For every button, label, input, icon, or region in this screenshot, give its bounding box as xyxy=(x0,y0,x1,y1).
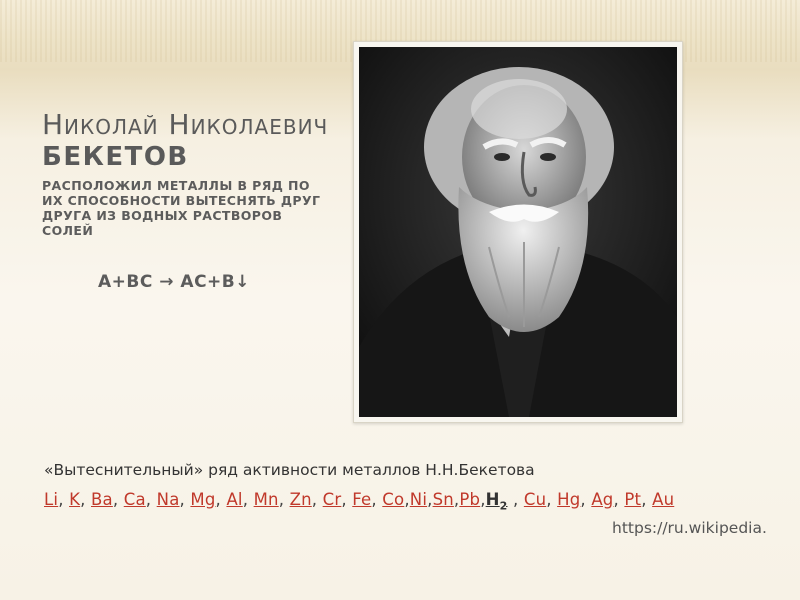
metal-separator: , xyxy=(278,490,290,509)
metal-separator: , xyxy=(371,490,383,509)
source-link[interactable]: https://ru.wikipedia. xyxy=(612,519,767,537)
portrait-photo xyxy=(359,47,677,417)
metal-separator: , xyxy=(613,490,625,509)
metal-link-sn[interactable]: Sn xyxy=(432,490,454,509)
metal-link-ca[interactable]: Ca xyxy=(123,490,146,509)
metal-link-mg[interactable]: Mg xyxy=(190,490,216,509)
metal-separator: , xyxy=(546,490,558,509)
title-block xyxy=(42,108,342,238)
metal-link-cr[interactable]: Cr xyxy=(322,490,342,509)
metal-separator: , xyxy=(58,490,70,509)
metal-separator: , xyxy=(80,490,91,509)
metal-link-cu[interactable]: Cu xyxy=(523,490,547,509)
caption-text: «Вытеснительный» ряд активности металлов Н.Н.Бекетова xyxy=(44,461,535,479)
metal-link-ni[interactable]: Ni xyxy=(409,490,428,509)
metal-separator: , xyxy=(404,490,410,509)
metal-separator: , xyxy=(242,490,254,509)
metal-link-co[interactable]: Co xyxy=(382,490,405,509)
metal-separator: , xyxy=(641,490,653,509)
metal-link-fe[interactable]: Fe xyxy=(352,490,372,509)
metal-separator: , xyxy=(215,490,227,509)
caption xyxy=(44,461,535,479)
metal-separator: , xyxy=(145,490,157,509)
metal-link-zn[interactable]: Zn xyxy=(289,490,312,509)
metal-separator: , xyxy=(580,490,592,509)
portrait-frame xyxy=(353,41,683,423)
metals-series xyxy=(44,490,674,512)
metal-link-mn[interactable]: Mn xyxy=(253,490,279,509)
metal-link-pb[interactable]: Pb xyxy=(459,490,481,509)
metal-link-k[interactable]: K xyxy=(69,490,81,509)
metal-separator: , xyxy=(507,490,524,509)
metal-separator: , xyxy=(480,490,486,509)
metal-link-ag[interactable]: Ag xyxy=(591,490,614,509)
metal-link-pt[interactable]: Pt xyxy=(624,490,642,509)
metal-link-na[interactable]: Na xyxy=(156,490,180,509)
metal-link-hg[interactable]: Hg xyxy=(557,490,581,509)
metal-separator: , xyxy=(341,490,353,509)
metal-link-al[interactable]: Al xyxy=(226,490,243,509)
metal-separator: , xyxy=(427,490,433,509)
subtitle: РАСПОЛОЖИЛ МЕТАЛЛЫ В РЯД ПО ИХ СПОСОБНОСТИ ВЫТЕСНЯТЬ ДРУГ ДРУГА ИЗ ВОДНЫХ РАСТВОРОВ СОЛЕЙ xyxy=(42,178,321,238)
metal-h2[interactable]: $H_2$ xyxy=(485,490,508,513)
metal-separator: , xyxy=(112,490,124,509)
metal-separator: , xyxy=(311,490,323,509)
title-name: Николай Николаевич xyxy=(42,108,329,141)
hydrogen-subscript: 2 xyxy=(499,499,508,513)
metal-link-li[interactable]: Li xyxy=(44,490,59,509)
metal-separator: , xyxy=(453,490,460,509)
metal-link-ba[interactable]: Ba xyxy=(91,490,113,509)
metal-link-au[interactable]: Au xyxy=(652,490,675,509)
title-surname: БЕКЕТОВ xyxy=(42,142,189,172)
metal-separator: , xyxy=(179,490,191,509)
reaction-equation: А+ВС → АС+В↓ xyxy=(98,272,250,292)
